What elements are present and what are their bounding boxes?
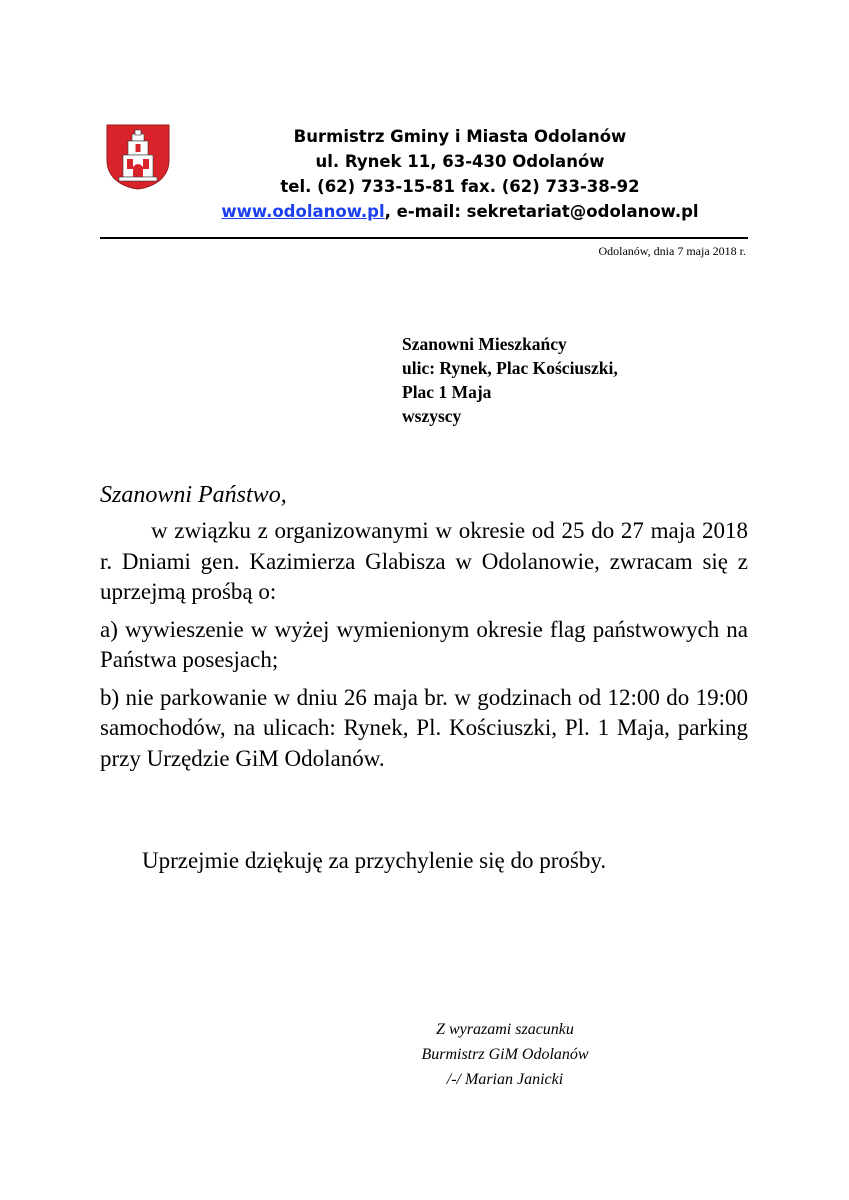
email-text: , e-mail: sekretariat@odolanow.pl <box>384 202 699 221</box>
signer-name: /-/ Marian Janicki <box>446 1071 564 1088</box>
closing-line: Z wyrazami szacunku <box>436 1021 574 1038</box>
signature-block <box>385 1017 625 1092</box>
addressee-block <box>402 332 618 428</box>
office-phone-fax: tel. (62) 733-15-81 fax. (62) 733-38-92 <box>280 177 640 196</box>
office-name: Burmistrz Gminy i Miasta Odolanów <box>293 127 627 146</box>
addressee-line: Szanowni Mieszkańcy <box>402 334 567 354</box>
addressee-line: ulic: Rynek, Plac Kościuszki, <box>402 358 618 378</box>
intro-paragraph: w związku z organizowanymi w okresie od 25 do 27 maja 2018 r. Dniami gen. Kazimierza Glabisza w Odolanowie, zwracam się z uprzejmą prośbą o: <box>100 518 748 604</box>
letter-body <box>100 516 748 781</box>
office-contact-line <box>190 199 730 224</box>
signer-title: Burmistrz GiM Odolanów <box>421 1046 589 1063</box>
addressee-line: Plac 1 Maja <box>402 382 492 402</box>
request-item-a: a) wywieszenie w wyżej wymienionym okresie flag państwowych na Państwa posesjach; <box>100 616 748 672</box>
request-item-b: b) nie parkowanie w dniu 26 maja br. w godzinach od 12:00 do 19:00 samochodów, na ulicach: Rynek, Pl. Kościuszki, Pl. 1 Maja, parking przy Urzędzie GiM Odolanów. <box>100 684 748 771</box>
letterhead <box>190 124 730 224</box>
website-link[interactable]: www.odolanow.pl <box>221 202 385 221</box>
thanks-paragraph: Uprzejmie dziękuję za przychylenie się do prośby. <box>142 848 607 873</box>
office-address: ul. Rynek 11, 63-430 Odolanów <box>315 152 605 171</box>
addressee-line: wszyscy <box>402 406 462 426</box>
salutation: Szanowni Państwo, <box>100 482 287 508</box>
header-divider <box>100 237 748 239</box>
letter-date: Odolanów, dnia 7 maja 2018 r. <box>598 244 746 258</box>
odolanow-coat-of-arms-icon <box>106 124 170 190</box>
